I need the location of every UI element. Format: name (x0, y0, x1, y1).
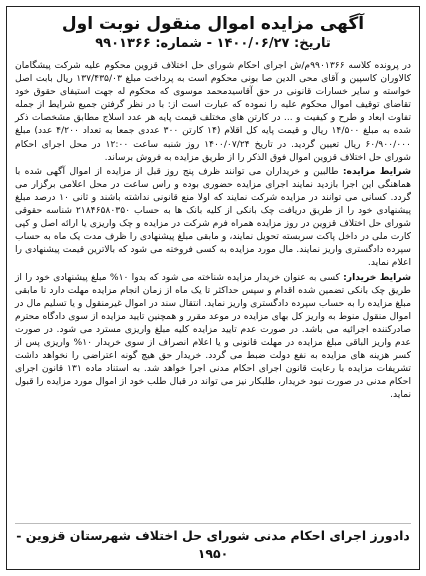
notice-page (6, 6, 420, 570)
conditions-text: طالبین و خریداران می توانند ظرف پنج روز قبل از مزایده از اموال آگهی شده با هماهنگی این اجرا بازدید نمایند اجرای مزایده حضوری بوده و راس ساعت در محل اعلامی برگزار می گردد. کسانی می توانند در مزایده شرکت نمایند که اولا منع قانونی نداشته باشند و ثانی ۱۰ درصد مبلغ پیشنهادی خود را از طریق دریافت چک بانکی از کلیه بانک ها به حساب ۲۱۸۴۶۵۸۰۳۵۰ شناسه حقوقی شورای حل اختلاف قزوین در روز مزایده همراه فرم شرکت در مزایده و چک واریزی یا ارائه اصل و کپی کارت ملی در داخل پاکت سربسته تحویل نمایند، و مابقی مبلغ پیشنهادی را ظرف مدت یک ماه به حساب سپرده دادگستری واریز نمایند. مال مورد مزایده به کسی فروخته می شود که بالاترین قیمت پیشنهادی را اعلام نماید. (15, 165, 411, 269)
intro-paragraph: در پرونده کلاسه ۹۹۰۱۳۶۶م/ش اجرای احکام شورای حل اختلاف قزوین محکوم علیه شرکت پیشگامان کالاوران کاسپین و آقای محی الدین صا بونی محکوم است به پرداخت مبلغ ۱۳۷/۴۳۵/۰۳ ریال بابت اصل خواسته و سایر خسارات قانونی در حق آقاسیدمحمد موسوی که محکوم له جهت استیفای حقوق خود تقاضای توقیف اموال محکوم علیه را نموده که عبارت است از: با در نظر گرفتن جمیع شرایط از جمله تفاوت ابعاد و طرح و کیفیت و ... در کارتن های مختلف قیمت پایه هر عدد اسلاج مطابق مشخصات ذکر شده به مبلغ ۱۴/۵۰۰ ریال و قیمت پایه کل اقلام (۱۴ کارتن ۳۰۰ عددی جمعا به تعداد ۴/۲۰۰ عدد) مبلغ ۶۰/۹۰۰/۰۰۰ ریال تعیین گردید. در تاریخ ۱۴۰۰/۰۷/۲۴ روز شنبه ساعت ۱۲:۰۰ در محل اجرای احکام شورای حل اختلاف قزوین اموال فوق الذکر را از طریق مزایده به فروش برساند. (15, 60, 412, 163)
buyer-paragraph (15, 271, 411, 402)
conditions-heading: شرایط مزایده: (342, 165, 412, 177)
notice-date-number: تاریخ: ۱۴۰۰/۰۶/۲۷ - شماره: ۹۹۰۱۳۶۶ (95, 36, 331, 51)
buyer-heading: شرایط خریدار: (343, 271, 412, 283)
conditions-paragraph (15, 165, 411, 270)
notice-title: آگهی مزایده اموال منقول نوبت اول (61, 14, 365, 34)
notice-body (15, 59, 411, 401)
buyer-text: کسی به عنوان خریدار مزایده شناخته می شود که بدوا ۱۰% مبلغ پیشنهادی خود را از طریق چک بانکی تضمین شده اقدام و سپس حداکثر تا یک ماه از زمان انجام مزایده مهلت دارد تا مابقی مبلغ مزایده را به حساب سپرده دادگستری واریز نماید. انتقال سند در اموال غیرمنقول و یا تسلیم مال در اموال منقول منوط به واریز کل بهای مزایده در موعد مقرر و همچنین تایید مزایده از سوی دادگاه محترم صادرکننده اجرائیه می باشد. در صورت عدم تایید مزایده کلیه مبلغ واریزی مسترد می شود. در صورت عدم واریز الباقی مبلغ مزایده در مهلت قانونی و یا اعلام انصراف از سوی خریدار ۱۰% واریزی پس از کسر هزینه های مزایده به نفع دولت ضبط می گردد. خریدار حق هیچ گونه اعتراضی را نخواهد داشت تشریفات مزایده با رعایت قانون اجرای احکام مدنی اجرا خواهد شد. به استناد ماده ۱۳۱ قانون اجرای احکام مدنی در صورت نبود خریدار، طلبکار نیز می تواند در قبال طلب خود از اموال مورد مزایده را قبول نماید. (15, 271, 411, 401)
notice-footer-signature: دادورز اجرای احکام مدنی شورای حل اختلاف شهرستان قزوین - ۱۹۵۰ (15, 523, 411, 563)
